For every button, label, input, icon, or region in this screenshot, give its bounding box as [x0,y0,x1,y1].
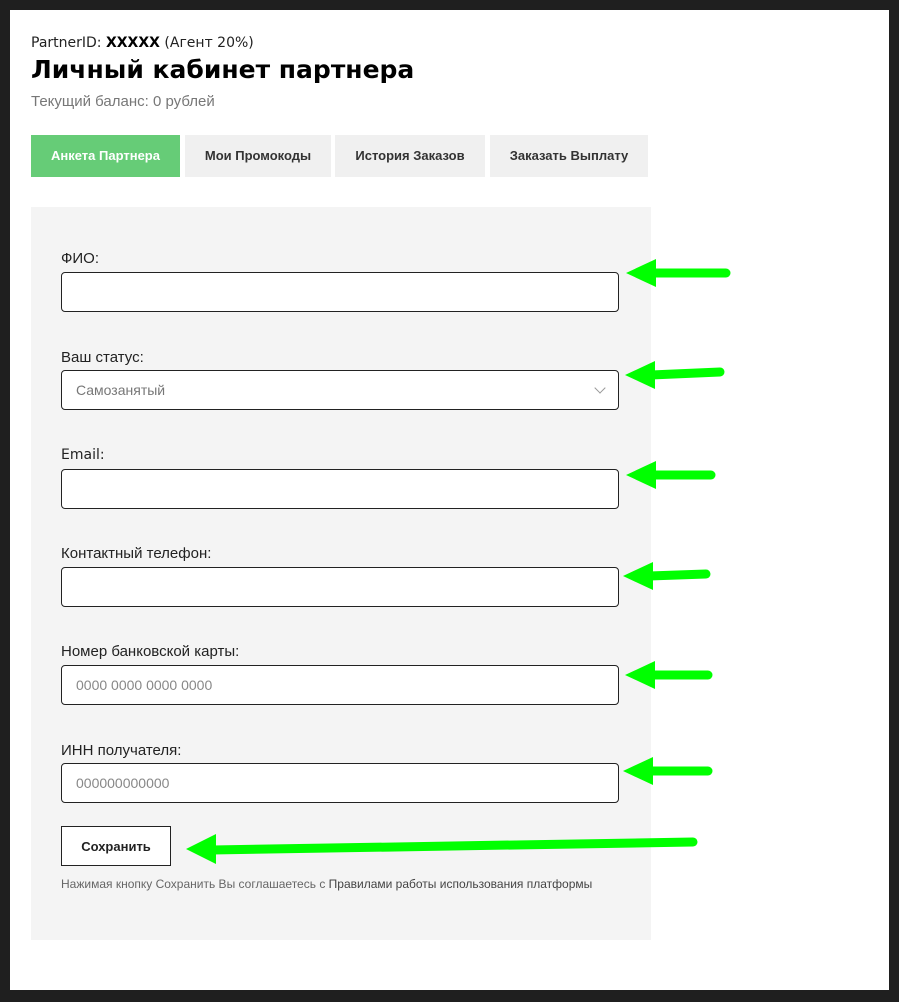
chevron-down-icon [594,382,605,393]
agreement-text [61,877,592,891]
page [10,10,889,990]
tab-my-promocodes[interactable]: Мои Промокоды [185,135,331,177]
save-button[interactable]: Сохранить [61,826,171,866]
tab-order-history[interactable]: История Заказов [335,135,485,177]
status-selected-value: Самозанятый [76,382,166,398]
arrow-left-icon [621,659,713,691]
arrow-left-icon [621,359,726,391]
arrow-left-icon [619,755,713,787]
agreement-prefix: Нажимая кнопку Сохранить Вы соглашаетесь с [61,877,329,891]
card-label: Номер банковской карты: [61,643,240,660]
tab-partner-profile[interactable]: Анкета Партнера [31,135,180,177]
status-select[interactable] [61,370,619,410]
balance-text: Текущий баланс: 0 рублей [31,93,215,110]
phone-label: Контактный телефон: [61,545,212,562]
arrow-left-icon [619,559,711,591]
tab-request-payout[interactable]: Заказать Выплату [490,135,648,177]
platform-rules-link[interactable]: Правилами работы использования платформы [328,877,593,891]
fio-label: ФИО: [61,250,100,267]
inn-label: ИНН получателя: [61,742,182,759]
fio-input[interactable] [61,272,619,312]
card-number-input[interactable] [61,665,619,705]
page-title: Личный кабинет партнера [31,55,415,84]
partner-id-prefix: PartnerID: [31,35,102,51]
partner-role: (Агент 20%) [164,35,254,51]
arrow-left-icon [622,459,717,491]
status-label: Ваш статус: [61,349,144,366]
phone-input[interactable] [61,567,619,607]
partner-id-line [31,35,254,51]
arrow-left-icon [622,257,732,289]
arrow-left-icon [182,828,700,868]
email-label: Email: [61,447,105,463]
inn-input[interactable] [61,763,619,803]
email-input[interactable] [61,469,619,509]
partner-id-value: XXXXX [105,35,160,51]
